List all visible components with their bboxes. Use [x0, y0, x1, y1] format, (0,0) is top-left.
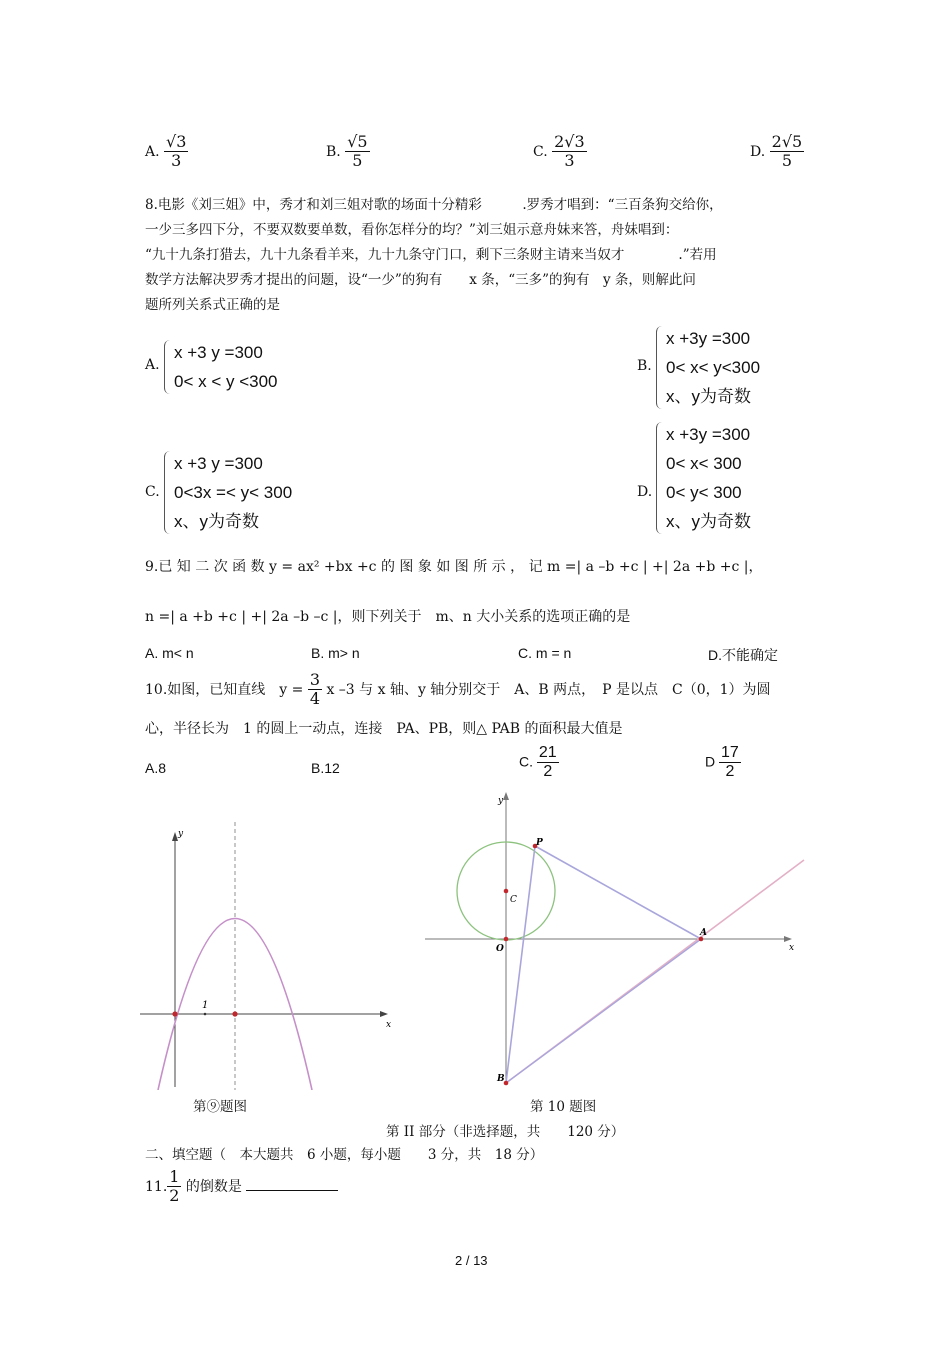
vertex-foot-point	[232, 1011, 237, 1016]
q8-text	[145, 193, 805, 318]
q11: 11. $\frac{1}{2}$ 的倒数是	[145, 1168, 338, 1206]
point-c	[504, 889, 509, 894]
q10-option-b: B.12	[311, 760, 340, 776]
q10-line-2: 心，半径长为 1 的圆上一动点，连接 PA、PB，则△ PAB 的面积最大值是	[145, 721, 623, 737]
q8-option-a-system: x +3 y =300 0< x < y <300	[164, 338, 278, 396]
section-2-title: 第 II 部分（非选择题，共 120 分）	[386, 1124, 625, 1140]
label-b: B	[497, 1074, 505, 1084]
label-p: P	[536, 838, 543, 848]
segment-pb	[506, 846, 535, 1083]
q7-option-c: C. $\frac{2√3}{3}$	[533, 132, 585, 171]
q8-option-c-system: x +3 y =300 0<3x =< y< 300 x、y为奇数	[164, 449, 292, 536]
figure-10-geometry-graph	[420, 785, 810, 1090]
q9-option-d: D.不能确定	[708, 647, 778, 663]
label-a: A	[700, 928, 707, 938]
q10-line-1: 10.如图，已知直线 y = $\frac{3}{4}$ x –3 与 x 轴、y 轴分别交于 A、B 两点， P 是以点 C（0，1）为圆	[145, 670, 771, 709]
q8-option-d-letter: D.	[637, 484, 653, 500]
section-2-heading: 二、填空题（ 本大题共 6 小题，每小题 3 分，共 18 分）	[145, 1147, 544, 1163]
q8-option-b-letter: B.	[637, 358, 652, 374]
q8-line: 一少三多四下分，不要双数要单数，看你怎样分的均？”刘三姐示意舟妹来答，舟妹唱到：	[145, 222, 679, 238]
q8-line: “九十九条打猎去，九十九条看羊来，九十九条守门口，剩下三条财主请来当奴才 .”若用	[145, 247, 717, 263]
q10-option-c: C. $\frac{21}{2}$	[519, 744, 557, 781]
tick-point	[204, 1013, 207, 1016]
q7-option-b: B. $\frac{√5}{5}$	[326, 132, 368, 171]
x-axis-arrow	[784, 936, 792, 942]
x-axis-label: x	[386, 1020, 392, 1030]
label-c: C	[510, 895, 517, 905]
point-o	[504, 937, 509, 942]
y-axis-label: y	[178, 829, 184, 839]
q8-option-a-letter: A.	[145, 357, 160, 373]
figure-9-parabola-graph	[140, 822, 400, 1090]
figure-10-caption: 第 10 题图	[530, 1099, 597, 1115]
y-axis-arrow	[503, 792, 509, 800]
x-axis-arrow	[380, 1011, 388, 1017]
q10-option-d: D $\frac{17}{2}$	[705, 744, 739, 781]
q7-option-a: A. $\frac{√3}{3}$	[145, 132, 187, 171]
origin-point	[172, 1011, 177, 1016]
q9-option-b: B. m> n	[311, 645, 360, 661]
y-axis-label: y	[498, 796, 504, 806]
segment-pa	[535, 846, 701, 939]
q9-option-a: A. m< n	[145, 645, 194, 661]
q8-line: 题所列关系式正确的是	[145, 297, 280, 313]
q8-option-b-system: x +3y =300 0< x< y<300 x、y为奇数	[656, 324, 760, 411]
segment-ab	[506, 939, 701, 1083]
q9-line-1: 9.已 知 二 次 函 数 y = ax² +bx +c 的 图 象 如 图 所 示 ， 记 m =| a –b +c | +| 2a +b +c |，	[145, 559, 763, 575]
figure-9-caption: 第⑨题图	[193, 1099, 247, 1115]
tick-label-1: 1	[202, 1000, 209, 1011]
x-axis-label: x	[789, 943, 795, 953]
label-o: O	[496, 944, 504, 954]
q7-option-d: D. $\frac{2√5}{5}$	[750, 132, 803, 171]
page-number: 2 / 13	[455, 1253, 488, 1268]
q8-option-c-letter: C.	[145, 484, 160, 500]
q11-answer-blank[interactable]	[246, 1176, 338, 1191]
q8-option-d-system: x +3y =300 0< x< 300 0< y< 300 x、y为奇数	[656, 420, 751, 536]
q9-line-2: n =| a +b +c | +| 2a –b –c |，则下列关于 m、n 大小关系的选项正确的是	[145, 609, 631, 625]
q8-line: 8.电影《刘三姐》中，秀才和刘三姐对歌的场面十分精彩 .罗秀才唱到：“三百条狗交给你，	[145, 197, 723, 213]
q9-option-c: C. m = n	[518, 645, 572, 661]
q8-line: 数学方法解决罗秀才提出的问题，设“一少”的狗有 x 条，“三多”的狗有 y 条，则解此问	[145, 272, 696, 288]
q10-option-a: A.8	[145, 760, 167, 776]
